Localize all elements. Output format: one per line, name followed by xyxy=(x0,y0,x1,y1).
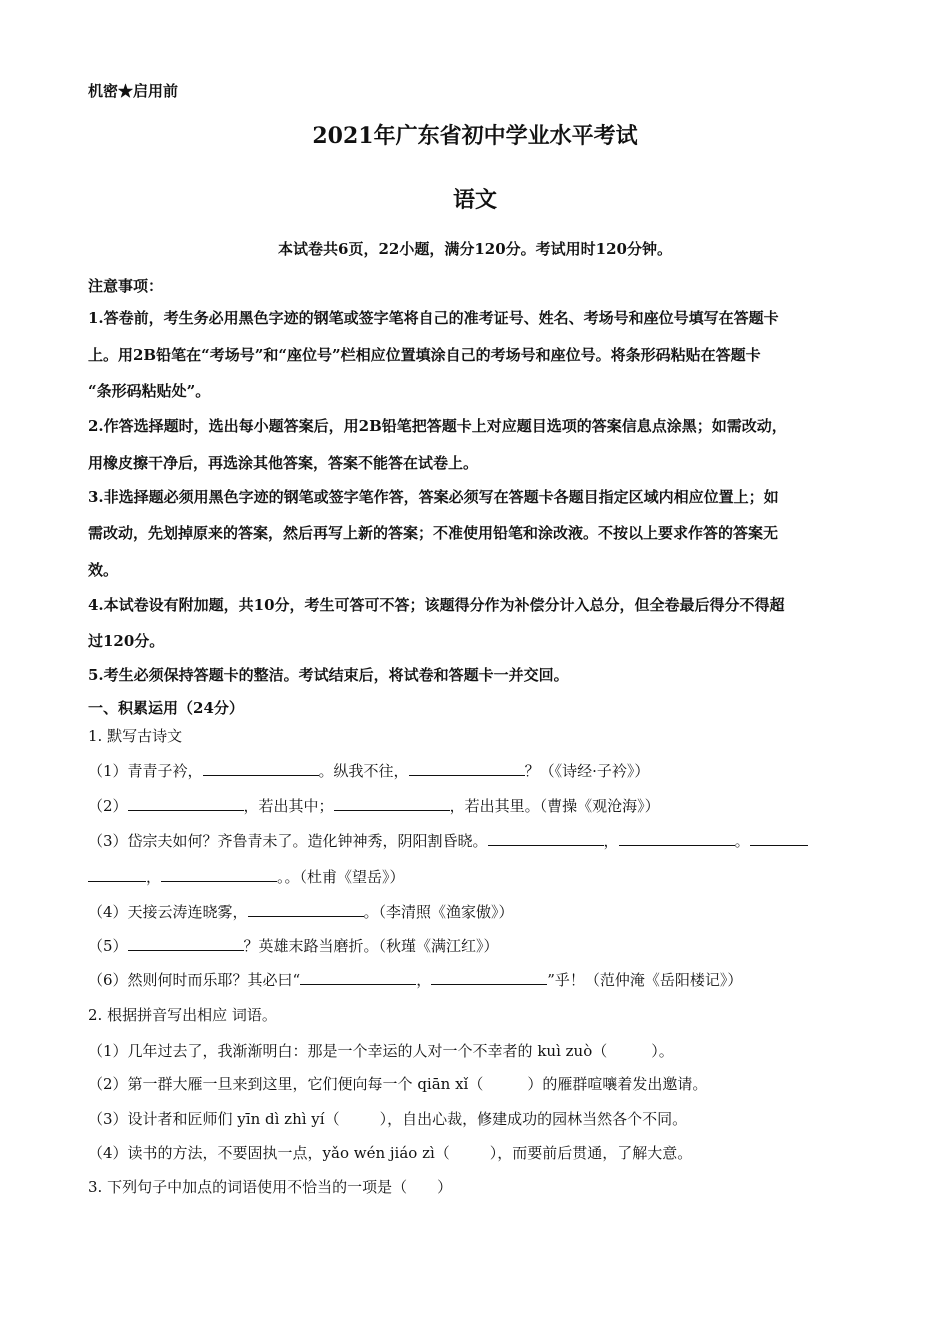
exam-info: 本试卷共6页，22小题，满分120分。考试用时120分钟。 xyxy=(278,240,672,258)
section-heading: 一、积累运用（24分） xyxy=(88,699,244,717)
note-line: 过120分。 xyxy=(88,632,165,650)
question-1-title: 1. 默写古诗文 xyxy=(88,727,183,745)
question-1-line: （2） ，若出其中； ，若出其里。（曹操《观沧海》） xyxy=(88,797,660,815)
question-1-line: （1）青青子衿， 。纵我不往， ？（《诗经·子衿》） xyxy=(88,762,650,780)
note-line: 用橡皮擦干净后，再选涂其他答案，答案不能答在试卷上。 xyxy=(88,454,479,472)
note-line: 5.考生必须保持答题卡的整洁。考试结束后，将试卷和答题卡一并交回。 xyxy=(88,666,569,684)
question-1-line: ， 。。（杜甫《望岳》） xyxy=(88,866,405,887)
note-line: 上。用2B铅笔在“考场号”和“座位号”栏相应位置填涂自己的考场号和座位号。将条形码粘贴在答题卡 xyxy=(88,346,761,364)
question-2-line: （1）几年过去了，我渐渐明白：那是一个幸运的人对一个不幸者的 kuì zuò（ ）。 xyxy=(88,1042,674,1060)
question-1-line: （4）天接云涛连晓雾， 。（李清照《渔家傲》） xyxy=(88,903,514,921)
note-line: “条形码粘贴处”。 xyxy=(88,382,211,400)
question-1-line: （6）然则何时而乐耶？其必曰“ ， ”乎！（范仲淹《岳阳楼记》） xyxy=(88,971,743,989)
note-line: 2.作答选择题时，选出每小题答案后，用2B铅笔把答题卡上对应题目选项的答案信息点涂黑；如需改动， xyxy=(88,417,787,435)
question-2-line: （3）设计者和匠师们 yīn dì zhì yí（ ），自出心裁，修建成功的园林当然各个不同。 xyxy=(88,1110,688,1128)
note-line: 效。 xyxy=(88,561,119,579)
notes-heading: 注意事项： xyxy=(88,277,164,295)
question-1-line: （3）岱宗夫如何？齐鲁青未了。造化钟神秀，阴阳割昏晓。 ， 。 xyxy=(88,830,808,851)
question-2-line: （2）第一群大雁一旦来到这里，它们便向每一个 qiān xǐ（ ）的雁群喧嚷着发出邀请。 xyxy=(88,1075,708,1093)
exam-title: 2021年广东省初中学业水平考试 xyxy=(312,123,638,149)
note-line: 需改动，先划掉原来的答案，然后再写上新的答案；不准使用铅笔和涂改液。不按以上要求作答的答案无 xyxy=(88,524,779,542)
confidential-label: 机密★启用前 xyxy=(88,82,179,100)
note-line: 4.本试卷设有附加题，共10分，考生可答可不答；该题得分作为补偿分计入总分，但全卷最后得分不得超 xyxy=(88,596,785,614)
note-line: 3.非选择题必须用黑色字迹的钢笔或签字笔作答，答案必须写在答题卡各题目指定区域内相应位置上；如 xyxy=(88,488,779,506)
subject-title: 语文 xyxy=(452,187,497,213)
question-2-title: 2. 根据拼音写出相应 词语。 xyxy=(88,1006,277,1024)
note-line: 1.答卷前，考生务必用黑色字迹的钢笔或签字笔将自己的准考证号、姓名、考场号和座位号填写在答题卡 xyxy=(88,309,779,327)
question-3-title: 3. 下列句子中加点的词语使用不恰当的一项是（ ） xyxy=(88,1178,453,1196)
question-1-line: （5） ？英雄末路当磨折。（秋瑾《满江红》） xyxy=(88,937,499,955)
question-2-line: （4）读书的方法，不要固执一点，yǎo wén jiáo zì（ ），而要前后贯通，了解大意。 xyxy=(88,1144,693,1162)
